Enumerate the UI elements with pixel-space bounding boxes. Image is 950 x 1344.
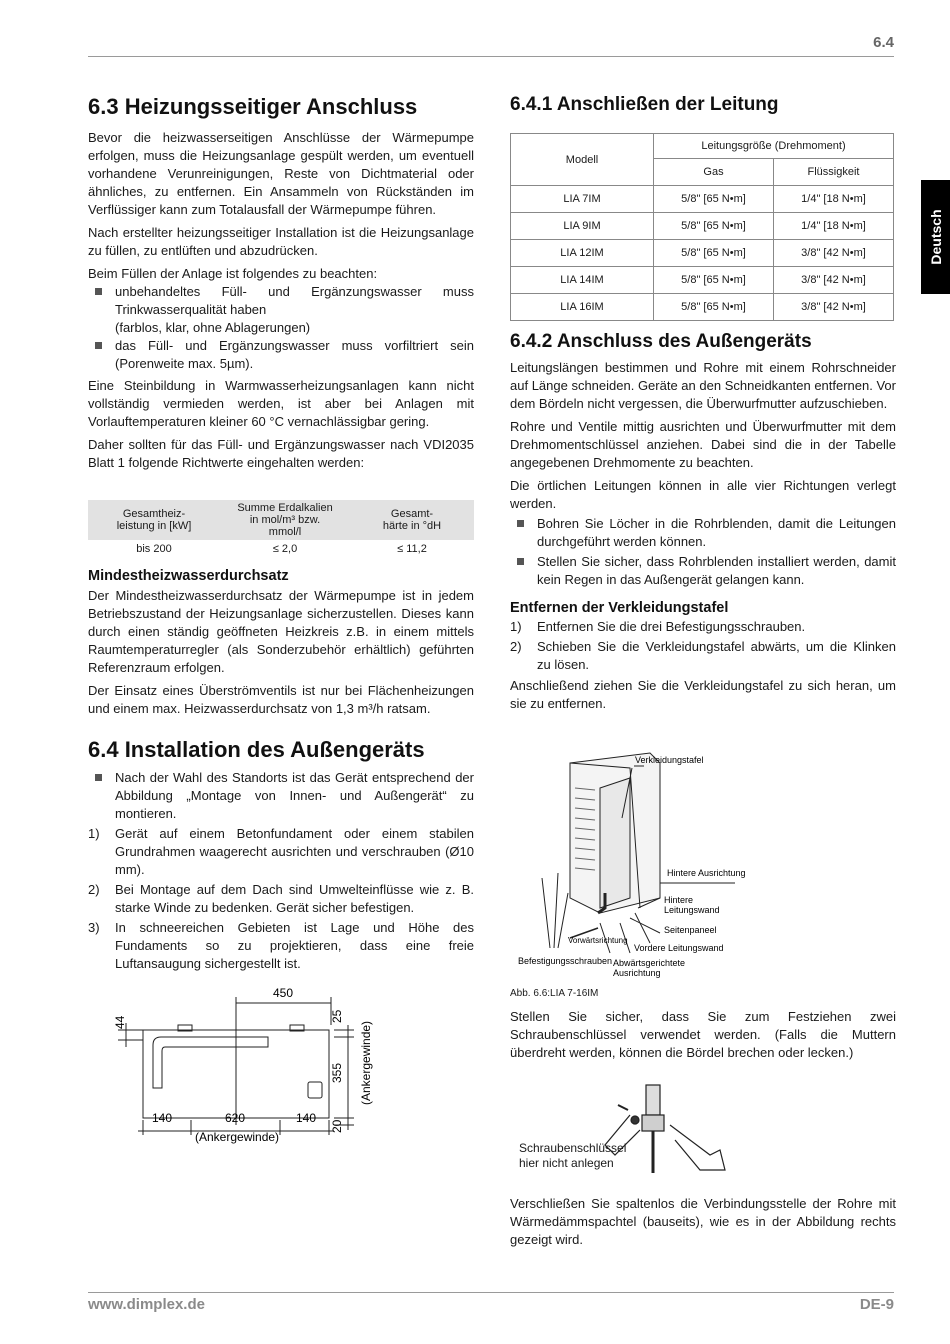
- section-6-3-body: [88, 129, 474, 472]
- bullet-square-icon: [95, 288, 102, 295]
- bullet-item: das Füll- und Ergänzungswasser muss vorfiltriert sein (Porenweite max. 5µm).: [88, 337, 474, 373]
- section-6-3-title: 6.3 Heizungsseitiger Anschluss: [88, 94, 418, 119]
- bullet-square-icon: [517, 558, 524, 565]
- numbered-item: 1) Gerät auf einem Betonfundament oder einem stabilen Grundrahmen waagerecht ausrichten und verschrauben (Ø10 mm).: [88, 826, 474, 877]
- label-vorwaertsrichtung: Vorwärtsrichtung: [568, 936, 628, 945]
- bullet-square-icon: [517, 520, 524, 527]
- numbered-item: 1) Entfernen Sie die drei Befestigungsschrauben.: [510, 619, 806, 634]
- anchor-thread-label: (Ankergewinde): [195, 1130, 280, 1144]
- min-flow-section: [88, 568, 474, 718]
- dimension-label: 25: [330, 1009, 344, 1023]
- pipe-size-table: [510, 133, 894, 321]
- section-6-4-2-body: [510, 359, 896, 713]
- anchor-thread-label: (Ankergewinde): [359, 1020, 373, 1105]
- paragraph: Stellen Sie sicher, dass Sie zum Festziehen zwei Schraubenschlüssel verwendet werden. (Falls die Muttern überdreht werden, können die Bördel brechen oder lecken.): [510, 1009, 896, 1060]
- page-number: DE-9: [859, 1296, 894, 1313]
- water-values-table: [88, 500, 474, 557]
- dimension-label: 140: [296, 1111, 317, 1125]
- paragraph: Anschließend ziehen Sie die Verkleidungstafel zu sich heran, um sie zu entfernen.: [510, 678, 896, 711]
- paragraph: Beim Füllen der Anlage ist folgendes zu beachten:: [88, 266, 378, 281]
- label-abwaertsgerichtete-ausrichtung: Abwärtsgerichtete Ausrichtung: [613, 958, 686, 978]
- table-header: Gesamt- härte in °dH: [382, 508, 442, 532]
- bullet-item: Bohren Sie Löcher in die Rohrblenden, damit die Leitungen durchgeführt werden können.: [510, 515, 896, 551]
- bullet-item: Stellen Sie sicher, dass Rohrblenden installiert werden, damit kein Regen in das Außengerät gelangen kann.: [510, 553, 896, 589]
- bullet-item: unbehandeltes Füll- und Ergänzungswasser muss Trinkwasserqualität haben (farblos, klar, ohne Ablagerungen): [88, 283, 474, 337]
- table-header: Flüssigkeit: [773, 159, 893, 186]
- label-befestigungsschrauben: Befestigungsschrauben: [518, 956, 613, 966]
- table-header: Gesamtheiz- leistung in [kW]: [116, 508, 192, 532]
- language-tab: [921, 180, 950, 294]
- paragraph: Der Mindestheizwasserdurchsatz der Wärmepumpe ist in jedem Betriebszustand der Heizungsanlage sicherzustellen. Dieses kann durch einen ständig geöffneten Heizkreis z.B. in einem mittels Raumtemperaturregler (als Sonderzubehör erhältlich) geführten Referenzraum erfolgen.: [88, 588, 474, 675]
- numbered-item: 3) In schneereichen Gebieten ist Lage und Höhe des Fundaments so zu projektieren, dass eine freie Luftansaugung sichergestellt ist.: [88, 920, 474, 971]
- paragraph: Leitungslängen bestimmen und Rohre mit einem Rohrschneider auf Länge schneiden. Geräte an den Schneidkanten entfernen. Vor dem Bördeln nicht vergessen, die Überwurfmutter aufzuschieben.: [510, 360, 896, 411]
- dimension-label: 355: [330, 1062, 344, 1083]
- table-header: Gas: [654, 159, 774, 186]
- numbered-item: 2) Schieben Sie die Verkleidungstafel abwärts, um die Klinken zu lösen.: [510, 639, 896, 672]
- label-hintere-leitungswand: Hintere Leitungswand: [664, 895, 720, 915]
- wrench-paragraph: [510, 1008, 896, 1062]
- section-number: 6.4: [873, 34, 894, 51]
- table-header: Modell: [511, 134, 654, 186]
- subheading: Mindestheizwasserdurchsatz: [88, 568, 289, 584]
- label-verkleidungstafel: Verkleidungstafel: [635, 755, 704, 765]
- bullet-item: Nach der Wahl des Standorts ist das Gerät entsprechend der Abbildung „Montage von Innen- und Außengerät“ zu montieren.: [88, 769, 474, 823]
- section-6-4-1-title: 6.4.1 Anschließen der Leitung: [510, 94, 779, 115]
- label-seitenpaneel: Seitenpaneel: [664, 925, 717, 935]
- dimension-label: 20: [330, 1119, 344, 1133]
- paragraph: Die örtlichen Leitungen können in alle vier Richtungen verlegt werden.: [510, 478, 896, 511]
- numbered-item: 2) Bei Montage auf dem Dach sind Umwelteinflüsse wie z. B. starke Winde zu bedenken. Gerät sicher befestigen.: [88, 882, 474, 915]
- bullet-square-icon: [95, 774, 102, 781]
- dimension-label: 450: [272, 986, 294, 1000]
- closing-paragraph: [510, 1195, 896, 1249]
- label-hintere-ausrichtung: Hintere Ausrichtung: [667, 868, 746, 878]
- paragraph: Daher sollten für das Füll- und Ergänzungswasser nach VDI2035 Blatt 1 folgende Richtwerte eingehalten werden:: [88, 437, 474, 470]
- wrench-warning-label: Schraubenschlüssel hier nicht anlegen: [519, 1141, 627, 1170]
- table-row: LIA 16IM 5/8" [65 N•m] 3/8" [42 N•m]: [511, 294, 894, 321]
- section-6-4-body: [88, 769, 474, 973]
- label-vordere-leitungswand: Vordere Leitungswand: [634, 943, 724, 953]
- figure-caption: Abb. 6.6:LIA 7-16IM: [510, 988, 599, 999]
- paragraph: Verschließen Sie spaltenlos die Verbindungsstelle der Rohre mit Wärmedämmspachtel (bauseits), wie es in der Abbildung rechts gezeigt wird.: [510, 1196, 896, 1247]
- table-row: LIA 12IM 5/8" [65 N•m] 3/8" [42 N•m]: [511, 240, 894, 267]
- paragraph: Der Einsatz eines Überströmventils ist nur bei Flächenheizungen und einem max. Heizwasserdurchsatz von 1,3 m³/h ratsam.: [88, 683, 474, 716]
- table-header: Summe Erdalkalien in mol/m³ bzw. mmol/l: [237, 502, 333, 538]
- table-cell: bis 200: [136, 542, 172, 555]
- table-row: LIA 14IM 5/8" [65 N•m] 3/8" [42 N•m]: [511, 267, 894, 294]
- paragraph: Bevor die heizwasserseitigen Anschlüsse der Wärmepumpe erfolgen, muss die Heizungsanlage gespült werden, um eventuell vorhandene Verunreinigungen, Reste von Dichtmaterial oder ähnliches, zu entfernen. Ein Ansammeln von Rückständen im Verflüssiger kann zum Totalausfall der Wärmepumpe führen.: [88, 130, 474, 217]
- bullet-square-icon: [95, 342, 102, 349]
- paragraph: Rohre und Ventile mittig ausrichten und Überwurfmutter mit dem Drehmomentschlüssel anziehen. Dabei sind die in der Tabelle angegebenen Drehmomente zu beachten.: [510, 419, 896, 470]
- paragraph: Nach erstellter heizungsseitiger Installation ist die Heizungsanlage zu füllen, zu entlüften und abzudrücken.: [88, 225, 474, 258]
- dimension-label: 140: [152, 1111, 173, 1125]
- foundation-dimension-diagram: [108, 985, 388, 1150]
- footer-rule: [88, 1292, 894, 1293]
- section-6-4-2-title: 6.4.2 Anschluss des Außengeräts: [510, 331, 812, 352]
- dimension-label: 620: [225, 1111, 246, 1125]
- section-6-4-title: 6.4 Installation des Außengeräts: [88, 737, 425, 762]
- outdoor-unit-figure: [510, 748, 760, 983]
- subheading: Entfernen der Verkleidungstafel: [510, 600, 729, 616]
- table-header: Leitungsgröße (Drehmoment): [654, 134, 894, 159]
- header-rule: [88, 56, 894, 57]
- table-row: LIA 9IM 5/8" [65 N•m] 1/4" [18 N•m]: [511, 213, 894, 240]
- table-cell: ≤ 11,2: [397, 542, 427, 555]
- dimension-label: 44: [113, 1015, 127, 1029]
- footer-url[interactable]: www.dimplex.de: [88, 1296, 205, 1313]
- table-cell: ≤ 2,0: [272, 542, 298, 555]
- language-tab-label: Deutsch: [927, 209, 944, 265]
- table-row: LIA 7IM 5/8" [65 N•m] 1/4" [18 N•m]: [511, 186, 894, 213]
- paragraph: Eine Steinbildung in Warmwasserheizungsanlagen kann nicht vollständig vermieden werden, ist aber bei Anlagen mit Vorlauftemperaturen kleiner 60 °C vernachlässigbar gering.: [88, 378, 474, 429]
